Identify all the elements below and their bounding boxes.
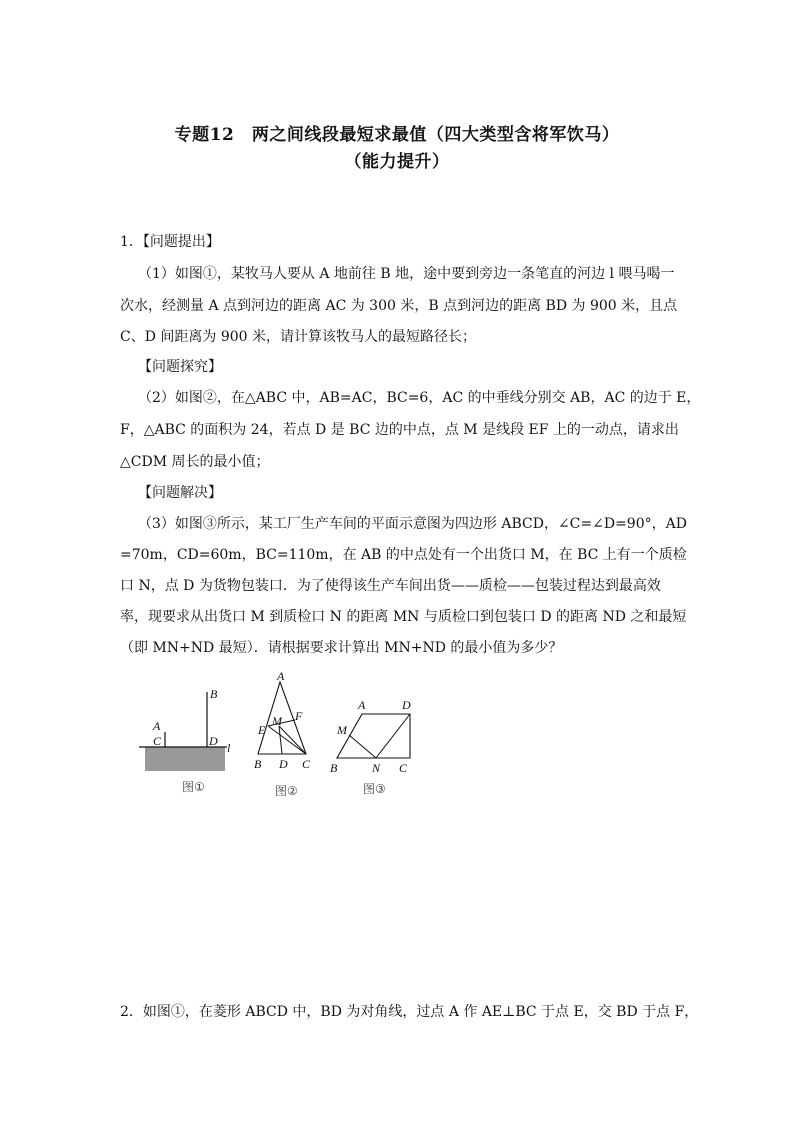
figure-2-caption: 图②	[275, 784, 298, 798]
problem-1-part2-line1: （2）如图②，在△ABC 中，AB=AC，BC=6，AC 的中垂线分别交 AB，AC 的边于 E，	[138, 390, 701, 406]
figure-3-caption: 图③	[363, 782, 386, 796]
problem-1-part1-line2: 次水，经测量 A 点到河边的距离 AC 为 300 米，B 点到河边的距离 BD 为 900 米，且点	[120, 298, 678, 314]
page-subtitle: （能力提升）	[344, 152, 450, 172]
problem-1-explore-heading: 【问题探究】	[138, 359, 222, 375]
label-c: C	[153, 734, 162, 748]
segment-ec	[268, 726, 306, 754]
problem-2-line1: 2．如图①，在菱形 ABCD 中，BD 为对角线，过点 A 作 AE⊥BC 于点 E，交 BD 于点 F，	[120, 1004, 699, 1020]
problem-1-part1-line3: C、D 间距离为 900 米，请计算该牧马人的最短路径长；	[120, 329, 477, 345]
segment-dm	[279, 726, 282, 754]
problem-1-part3-line1: （3）如图③所示，某工厂生产车间的平面示意图为四边形 ABCD，∠C=∠D=90°，AD	[138, 516, 687, 532]
label-n: N	[372, 761, 381, 775]
segment-nd	[376, 714, 410, 758]
problem-1-part3-line3: 口 N，点 D 为货物包装口．为了使得该生产车间出货——质检——包装过程达到最高效	[120, 578, 661, 594]
label-l: l	[227, 741, 231, 755]
problem-1-part1-line1: （1）如图①，某牧马人要从 A 地前往 B 地，途中要到旁边一条笔直的河边 l 喂马喝一	[138, 266, 675, 282]
problem-1-solve-heading: 【问题解决】	[138, 485, 222, 501]
label-d: D	[402, 698, 411, 712]
river-band	[145, 747, 225, 771]
page-title: 专题12 两之间线段最短求最值（四大类型含将军饮马）	[174, 125, 620, 145]
problem-1-part3-line2: =70m，CD=60m，BC=110m，在 AB 的中点处有一个出货口 M，在 BC 上有一个质检	[120, 547, 687, 563]
label-a: A	[153, 719, 161, 733]
label-c: C	[399, 761, 408, 775]
label-a: A	[277, 669, 285, 683]
label-d: D	[209, 734, 218, 748]
label-c: C	[302, 757, 311, 771]
segment-cm	[279, 726, 306, 754]
label-a: A	[358, 698, 366, 712]
figure-3-quadrilateral-diagram	[328, 692, 418, 777]
problem-1-part3-line4: 率，现要求从出货口 M 到质检口 N 的距离 MN 与质检口到包装口 D 的距离 ND 之和最短	[120, 609, 687, 625]
problem-1-part2-line3: △CDM 周长的最小值；	[120, 454, 270, 470]
problem-1-part3-line5: （即 MN+ND 最短）．请根据要求计算出 MN+ND 的最小值为多少？	[120, 640, 563, 656]
label-d: D	[279, 757, 288, 771]
label-f: F	[295, 709, 303, 723]
segment-mn	[349, 735, 376, 758]
label-b: B	[254, 757, 262, 771]
label-b: B	[330, 761, 338, 775]
figure-2-triangle-diagram	[250, 668, 320, 778]
label-e: E	[258, 723, 266, 737]
problem-1-part2-line2: F，△ABC 的面积为 24，若点 D 是 BC 边的中点，点 M 是线段 EF 上的一动点，请求出	[120, 422, 679, 438]
label-m: M	[337, 723, 347, 737]
label-m: M	[272, 714, 282, 728]
quadrilateral-abcd	[337, 714, 410, 758]
problem-1-heading: 1．【问题提出】	[120, 234, 220, 250]
label-b: B	[210, 687, 218, 701]
figure-1-river-diagram	[135, 680, 235, 775]
figure-1-caption: 图①	[182, 780, 205, 794]
